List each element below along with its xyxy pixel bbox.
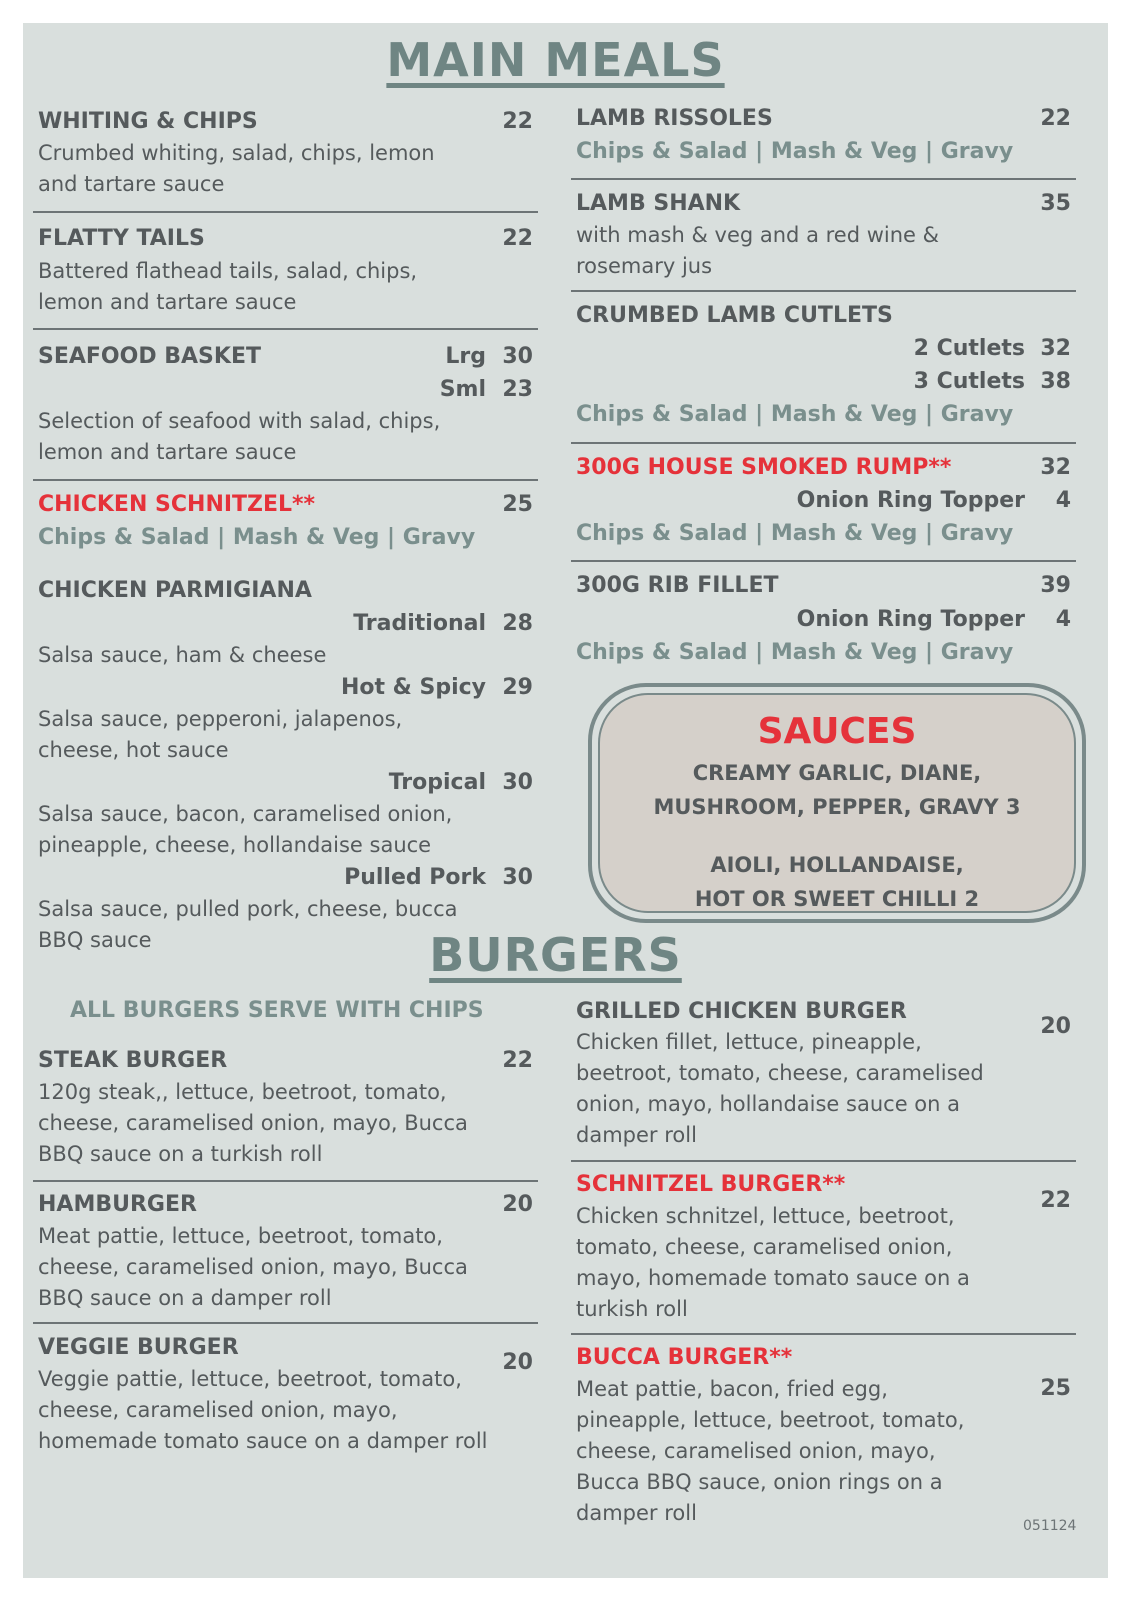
veggie-burger-desc: Veggie pattie, lettuce, beetroot, tomato, cheese, caramelised onion, mayo, homemade tomato sauce on a damper roll xyxy=(38,1367,488,1453)
parmi-variant-desc: Salsa sauce, pepperoni, jalapenos, cheese, hot sauce xyxy=(38,707,403,762)
parmi-variant-price: 28 xyxy=(502,611,533,636)
schnitzel-burger-name: SCHNITZEL BURGER** xyxy=(576,1172,846,1197)
hamburger-price: 20 xyxy=(502,1192,533,1217)
rump-name: 300G HOUSE SMOKED RUMP** xyxy=(576,455,952,480)
seafood-name: SEAFOOD BASKET xyxy=(38,344,261,369)
parmi-variant-price: 30 xyxy=(502,865,533,890)
rib-topper-label: Onion Ring Topper xyxy=(796,607,1025,632)
divider xyxy=(571,442,1076,444)
cutlets-three-label: 3 Cutlets xyxy=(913,369,1025,394)
lamb-cutlets-name: CRUMBED LAMB CUTLETS xyxy=(576,303,893,328)
menu-page xyxy=(23,23,1108,1578)
seafood-sml-label: Sml xyxy=(439,377,486,402)
bucca-burger-price: 25 xyxy=(1040,1376,1071,1401)
lamb-rissoles-name: LAMB RISSOLES xyxy=(576,106,773,131)
rib-fillet-price: 39 xyxy=(1040,573,1071,598)
hamburger-name: HAMBURGER xyxy=(38,1192,197,1217)
divider xyxy=(33,211,538,213)
parmigiana-name: CHICKEN PARMIGIANA xyxy=(38,578,312,603)
whiting-desc: Crumbed whiting, salad, chips, lemon and tartare sauce xyxy=(38,141,435,196)
schnitzel-burger-desc: Chicken schnitzel, lettuce, beetroot, tomato, cheese, caramelised onion, mayo, homemade tomato sauce on a turkish roll xyxy=(576,1204,970,1321)
parmi-variant-label: Traditional xyxy=(353,611,486,636)
sauces-line-1: CREAMY GARLIC, DIANE, xyxy=(692,761,982,785)
menu-code: 051124 xyxy=(1023,1518,1077,1534)
divider xyxy=(571,1333,1076,1335)
whiting-name: WHITING & CHIPS xyxy=(38,109,258,134)
seafood-desc: Selection of seafood with salad, chips, lemon and tartare sauce xyxy=(38,409,441,464)
lamb-rissoles-price: 22 xyxy=(1040,106,1071,131)
rump-price: 32 xyxy=(1040,455,1071,480)
sauces-line-4: HOT OR SWEET CHILLI 2 xyxy=(694,887,980,911)
flatty-desc: Battered flathead tails, salad, chips, lemon and tartare sauce xyxy=(38,259,418,314)
divider xyxy=(33,1322,538,1324)
cutlets-three-price: 38 xyxy=(1040,369,1071,394)
steak-burger-price: 22 xyxy=(502,1048,533,1073)
lamb-rissoles-options: Chips & Salad | Mash & Veg | Gravy xyxy=(576,139,1014,164)
lamb-shank-desc: with mash & veg and a red wine & rosemary jus xyxy=(576,223,939,278)
rib-topper-price: 4 xyxy=(1055,607,1071,632)
parmi-variant-price: 29 xyxy=(502,675,533,700)
divider xyxy=(33,1180,538,1182)
grilled-chicken-burger-name: GRILLED CHICKEN BURGER xyxy=(576,999,907,1024)
veggie-burger-name: VEGGIE BURGER xyxy=(38,1335,239,1360)
divider xyxy=(571,560,1076,562)
parmi-variant-desc: Salsa sauce, bacon, caramelised onion, pineapple, cheese, hollandaise sauce xyxy=(38,802,453,857)
divider xyxy=(33,479,538,481)
rib-fillet-options: Chips & Salad | Mash & Veg | Gravy xyxy=(576,640,1014,665)
parmi-variant-label: Pulled Pork xyxy=(344,865,486,890)
chicken-schnitzel-name: CHICKEN SCHNITZEL** xyxy=(38,492,316,517)
seafood-lrg-price: 30 xyxy=(502,344,533,369)
cutlets-two-label: 2 Cutlets xyxy=(913,336,1025,361)
whiting-price: 22 xyxy=(502,109,533,134)
divider xyxy=(571,290,1076,292)
cutlets-two-price: 32 xyxy=(1040,336,1071,361)
sauces-line-2: MUSHROOM, PEPPER, GRAVY 3 xyxy=(653,795,1021,819)
rump-topper-price: 4 xyxy=(1055,488,1071,513)
lamb-cutlets-options: Chips & Salad | Mash & Veg | Gravy xyxy=(576,402,1014,427)
lamb-shank-name: LAMB SHANK xyxy=(576,191,741,216)
veggie-burger-price: 20 xyxy=(502,1350,533,1375)
divider xyxy=(571,1160,1076,1162)
rump-options: Chips & Salad | Mash & Veg | Gravy xyxy=(576,521,1014,546)
bucca-burger-desc: Meat pattie, bacon, fried egg, pineapple, lettuce, beetroot, tomato, cheese, caramelised onion, mayo, Bucca BBQ sauce, onion rings on a damper roll xyxy=(576,1377,965,1525)
divider xyxy=(571,178,1076,180)
flatty-price: 22 xyxy=(502,226,533,251)
parmi-variant-desc: Salsa sauce, pulled pork, cheese, bucca BBQ sauce xyxy=(38,897,458,952)
seafood-sml-price: 23 xyxy=(502,377,533,402)
sauces-title: SAUCES xyxy=(757,711,917,752)
grilled-chicken-burger-desc: Chicken fillet, lettuce, pineapple, beetroot, tomato, cheese, caramelised onion, mayo, hollandaise sauce on a damper roll xyxy=(576,1030,984,1147)
hamburger-desc: Meat pattie, lettuce, beetroot, tomato, cheese, caramelised onion, mayo, Bucca BBQ sauce on a damper roll xyxy=(38,1224,468,1310)
steak-burger-desc: 120g steak,, lettuce, beetroot, tomato, cheese, caramelised onion, mayo, Bucca BBQ sauce on a turkish roll xyxy=(38,1080,468,1166)
main-meals-heading: MAIN MEALS xyxy=(386,33,725,87)
chicken-schnitzel-price: 25 xyxy=(502,492,533,517)
flatty-name: FLATTY TAILS xyxy=(38,226,205,251)
steak-burger-name: STEAK BURGER xyxy=(38,1048,228,1073)
sauces-inner-frame xyxy=(598,693,1076,913)
burgers-note: ALL BURGERS SERVE WITH CHIPS xyxy=(70,998,484,1023)
lamb-shank-price: 35 xyxy=(1040,191,1071,216)
burgers-heading: BURGERS xyxy=(429,928,682,982)
bucca-burger-name: BUCCA BURGER** xyxy=(576,1345,793,1370)
parmi-variant-label: Tropical xyxy=(388,770,486,795)
sauces-box xyxy=(588,683,1086,923)
schnitzel-burger-price: 22 xyxy=(1040,1188,1071,1213)
divider xyxy=(33,328,538,330)
rib-fillet-name: 300G RIB FILLET xyxy=(576,573,779,598)
sauces-line-3: AIOLI, HOLLANDAISE, xyxy=(710,853,964,877)
parmi-variant-label: Hot & Spicy xyxy=(340,675,486,700)
rump-topper-label: Onion Ring Topper xyxy=(796,488,1025,513)
chicken-schnitzel-options: Chips & Salad | Mash & Veg | Gravy xyxy=(38,525,476,550)
parmi-variant-price: 30 xyxy=(502,770,533,795)
seafood-lrg-label: Lrg xyxy=(445,344,486,369)
parmi-variant-desc: Salsa sauce, ham & cheese xyxy=(38,643,327,667)
grilled-chicken-burger-price: 20 xyxy=(1040,1014,1071,1039)
